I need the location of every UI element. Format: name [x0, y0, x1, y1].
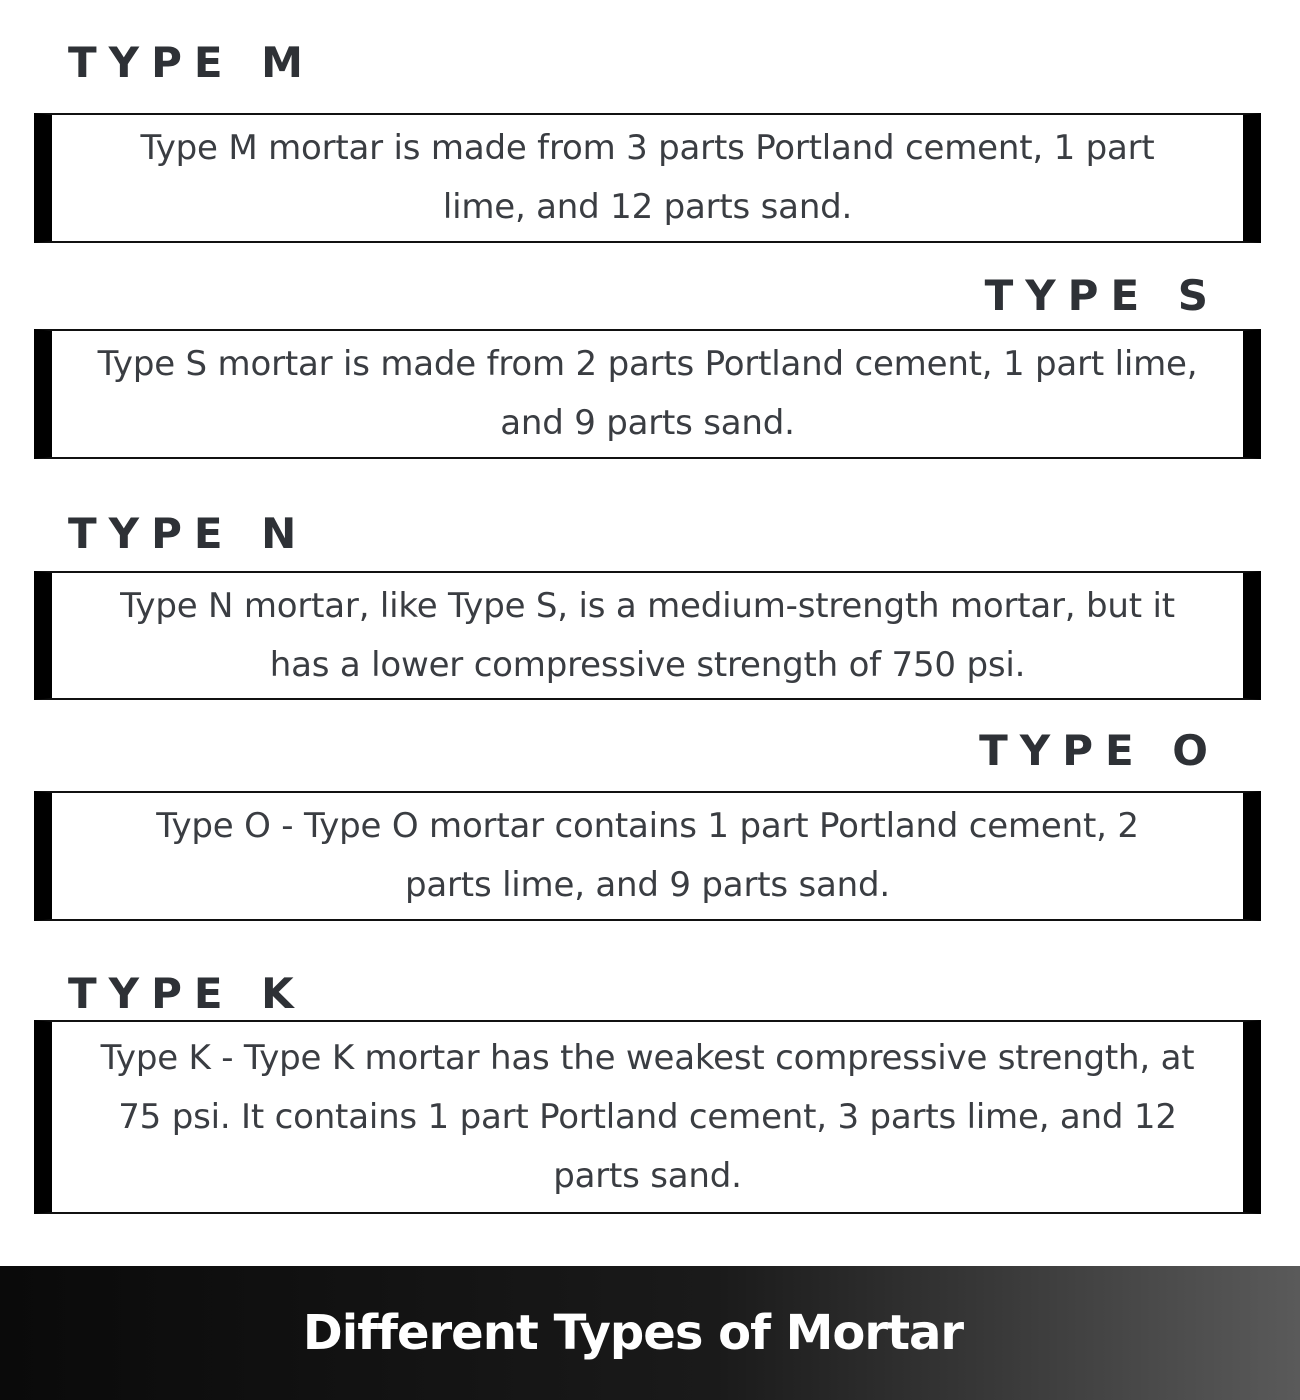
type-o-description-box — [34, 791, 1261, 921]
type-s-heading: TYPE S — [984, 271, 1220, 320]
footer-title: Different Types of Mortar — [302, 1305, 964, 1361]
type-o-description: Type O - Type O mortar contains 1 part Portland cement, 2 parts lime, and 9 parts sand. — [156, 806, 1139, 905]
type-m-heading: TYPE M — [68, 38, 315, 87]
type-n-heading: TYPE N — [68, 509, 309, 558]
type-n-description: Type N mortar, like Type S, is a medium-strength mortar, but it has a lower compressive strength of 750 psi. — [120, 585, 1175, 685]
type-o-heading: TYPE O — [979, 726, 1220, 775]
type-m-description-box — [34, 113, 1261, 243]
type-n-description-box — [34, 571, 1261, 700]
footer-banner — [0, 1266, 1300, 1400]
type-k-description-box — [34, 1020, 1261, 1214]
type-k-heading: TYPE K — [68, 969, 306, 1018]
type-k-description: Type K - Type K mortar has the weakest compressive strength, at 75 psi. It contains 1 part Portland cement, 3 parts lime, and 12 parts sand. — [100, 1037, 1195, 1196]
type-s-description-box — [34, 329, 1261, 459]
type-s-description: Type S mortar is made from 2 parts Portland cement, 1 part lime, and 9 parts sand. — [97, 344, 1198, 443]
type-m-description: Type M mortar is made from 3 parts Portland cement, 1 part lime, and 12 parts sand. — [140, 128, 1155, 227]
